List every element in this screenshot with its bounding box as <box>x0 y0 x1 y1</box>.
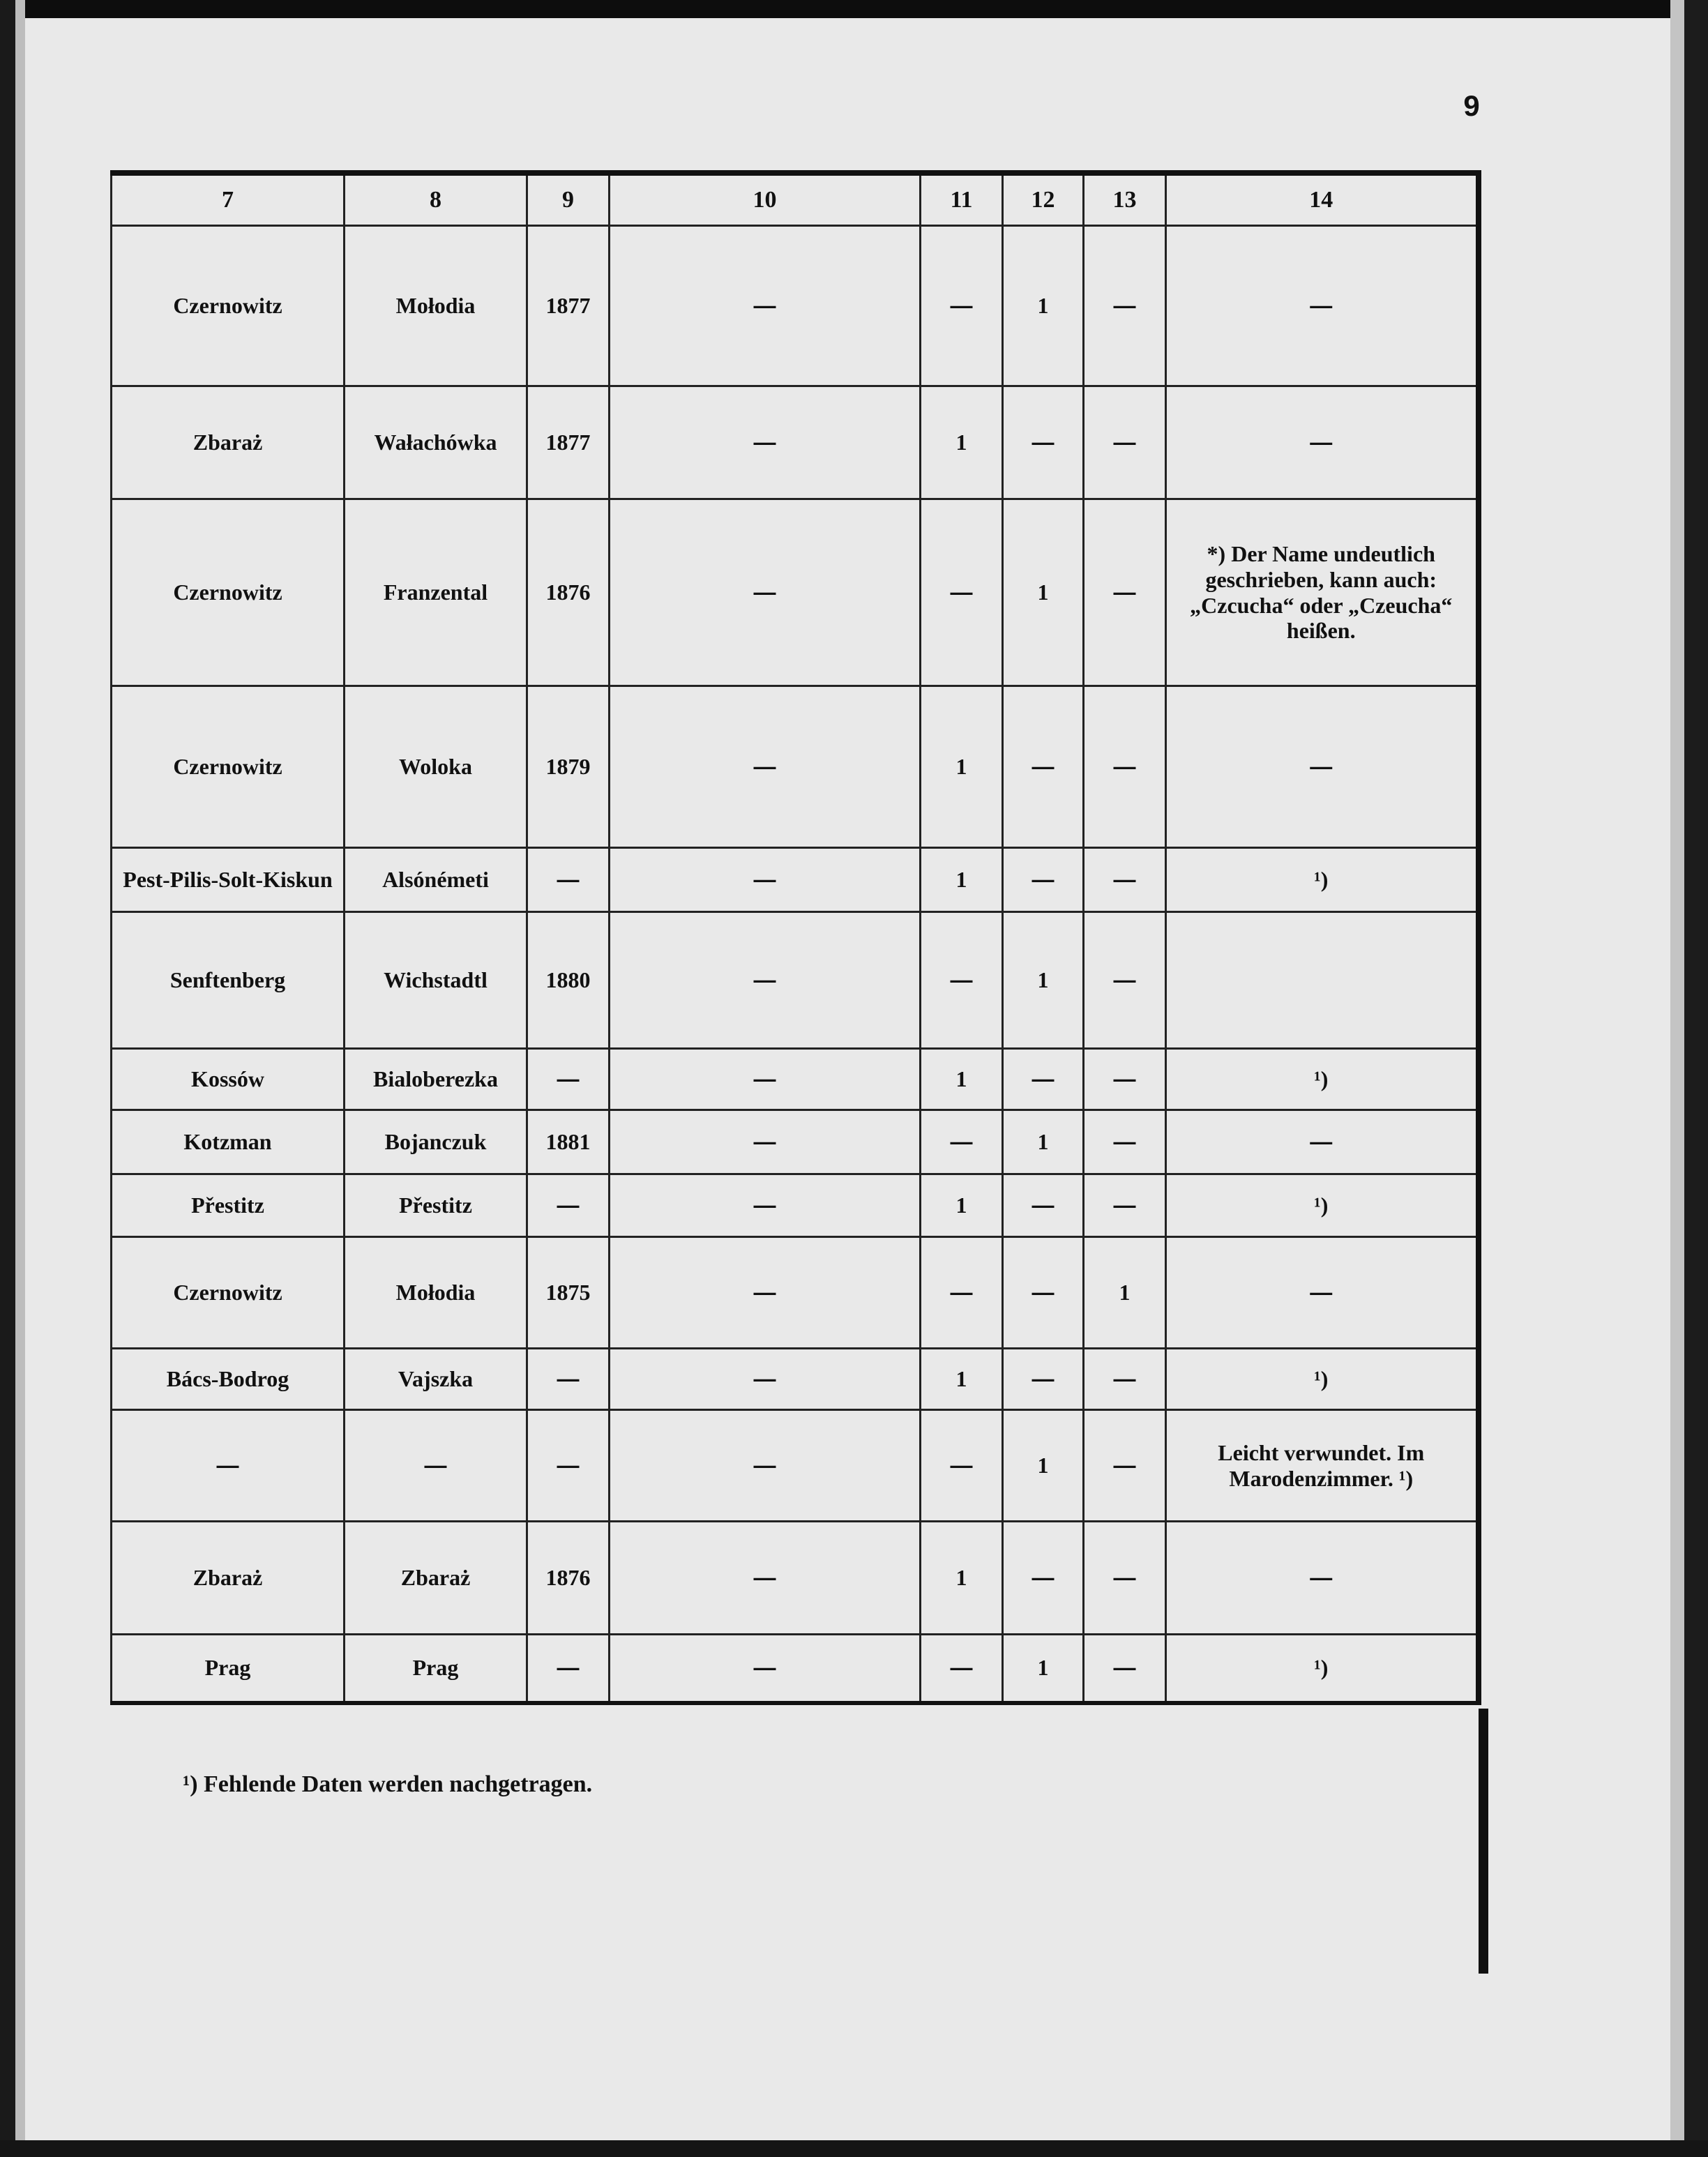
table-row <box>112 1522 1479 1635</box>
district-cell: Czernowitz <box>112 226 345 386</box>
note-cell: ¹) <box>1166 1174 1479 1237</box>
district-cell: Prag <box>112 1635 345 1703</box>
col10-cell: — <box>610 1110 921 1174</box>
place-cell: Wichstadtl <box>345 912 527 1049</box>
header-row <box>112 173 1479 226</box>
col11-cell: — <box>921 1110 1003 1174</box>
col13-cell: 1 <box>1084 1237 1166 1349</box>
col10-cell: — <box>610 1635 921 1703</box>
col13-cell: — <box>1084 499 1166 686</box>
scan-border-top <box>0 0 1708 18</box>
register-table <box>110 170 1481 1705</box>
note-cell: Leicht verwundet. Im Marodenzimmer. ¹) <box>1166 1410 1479 1522</box>
year-cell: — <box>527 1410 610 1522</box>
district-cell: Czernowitz <box>112 686 345 848</box>
note-cell: ¹) <box>1166 1349 1479 1410</box>
district-cell: Kotzman <box>112 1110 345 1174</box>
year-cell: — <box>527 1049 610 1110</box>
col12-cell: — <box>1003 1522 1084 1635</box>
col13-cell: — <box>1084 226 1166 386</box>
place-cell: Wałachówka <box>345 386 527 499</box>
column-header: 7 <box>112 173 345 226</box>
year-cell: 1877 <box>527 386 610 499</box>
col13-cell: — <box>1084 1349 1166 1410</box>
note-cell: *) Der Name undeutlich geschrieben, kann auch: „Czcucha“ oder „Czeucha“ heißen. <box>1166 499 1479 686</box>
col11-cell: — <box>921 1237 1003 1349</box>
table-row <box>112 386 1479 499</box>
year-cell: — <box>527 1349 610 1410</box>
year-cell: — <box>527 1635 610 1703</box>
note-cell: ¹) <box>1166 1635 1479 1703</box>
col11-cell: 1 <box>921 1049 1003 1110</box>
place-cell: Zbaraż <box>345 1522 527 1635</box>
col12-cell: 1 <box>1003 912 1084 1049</box>
scan-border-left <box>0 0 15 2157</box>
year-cell: 1877 <box>527 226 610 386</box>
register-table-wrapper <box>110 170 1477 1705</box>
place-cell: Bojanczuk <box>345 1110 527 1174</box>
column-header: 9 <box>527 173 610 226</box>
column-header: 8 <box>345 173 527 226</box>
table-row <box>112 1237 1479 1349</box>
column-header: 11 <box>921 173 1003 226</box>
scan-border-right-inner <box>1670 0 1684 2157</box>
col13-cell: — <box>1084 1110 1166 1174</box>
place-cell: Vajszka <box>345 1349 527 1410</box>
note-cell: — <box>1166 1110 1479 1174</box>
place-cell: Alsónémeti <box>345 848 527 912</box>
col12-cell: 1 <box>1003 1110 1084 1174</box>
col11-cell: 1 <box>921 686 1003 848</box>
col12-cell: — <box>1003 1349 1084 1410</box>
table-row <box>112 1410 1479 1522</box>
place-cell: Woloka <box>345 686 527 848</box>
table-row <box>112 1349 1479 1410</box>
col12-cell: — <box>1003 1237 1084 1349</box>
district-cell: Zbaraż <box>112 386 345 499</box>
district-cell: Přestitz <box>112 1174 345 1237</box>
table-row <box>112 912 1479 1049</box>
col10-cell: — <box>610 499 921 686</box>
year-cell: 1876 <box>527 1522 610 1635</box>
district-cell: Bács-Bodrog <box>112 1349 345 1410</box>
note-cell: — <box>1166 1237 1479 1349</box>
col13-cell: — <box>1084 386 1166 499</box>
col10-cell: — <box>610 686 921 848</box>
year-cell: 1881 <box>527 1110 610 1174</box>
place-cell: Přestitz <box>345 1174 527 1237</box>
col11-cell: — <box>921 499 1003 686</box>
year-cell: 1875 <box>527 1237 610 1349</box>
note-cell: ¹) <box>1166 1049 1479 1110</box>
place-cell: Mołodia <box>345 1237 527 1349</box>
note-cell: — <box>1166 226 1479 386</box>
district-cell: Czernowitz <box>112 1237 345 1349</box>
footnote: ¹) Fehlende Daten werden nachgetragen. <box>183 1771 593 1797</box>
col13-cell: — <box>1084 686 1166 848</box>
col12-cell: 1 <box>1003 1410 1084 1522</box>
place-cell: Bialoberezka <box>345 1049 527 1110</box>
note-cell <box>1166 912 1479 1049</box>
table-row <box>112 1110 1479 1174</box>
table-row <box>112 499 1479 686</box>
district-cell: Pest-Pilis-Solt-Kiskun <box>112 848 345 912</box>
col10-cell: — <box>610 1049 921 1110</box>
col10-cell: — <box>610 1410 921 1522</box>
col10-cell: — <box>610 1522 921 1635</box>
year-cell: 1876 <box>527 499 610 686</box>
col12-cell: — <box>1003 1049 1084 1110</box>
year-cell: 1880 <box>527 912 610 1049</box>
year-cell: — <box>527 848 610 912</box>
col11-cell: 1 <box>921 1349 1003 1410</box>
col13-cell: — <box>1084 1174 1166 1237</box>
col10-cell: — <box>610 1237 921 1349</box>
district-cell: — <box>112 1410 345 1522</box>
column-header: 14 <box>1166 173 1479 226</box>
year-cell: 1879 <box>527 686 610 848</box>
column-header: 12 <box>1003 173 1084 226</box>
place-cell: Mołodia <box>345 226 527 386</box>
table-row <box>112 848 1479 912</box>
col12-cell: — <box>1003 1174 1084 1237</box>
col12-cell: — <box>1003 686 1084 848</box>
col12-cell: 1 <box>1003 499 1084 686</box>
col13-cell: — <box>1084 1410 1166 1522</box>
note-cell: — <box>1166 386 1479 499</box>
page-number: 9 <box>1463 89 1480 122</box>
col10-cell: — <box>610 226 921 386</box>
col10-cell: — <box>610 848 921 912</box>
table-row <box>112 1635 1479 1703</box>
table-row <box>112 1049 1479 1110</box>
col13-cell: — <box>1084 848 1166 912</box>
col10-cell: — <box>610 912 921 1049</box>
col10-cell: — <box>610 386 921 499</box>
col11-cell: 1 <box>921 1522 1003 1635</box>
column-header: 10 <box>610 173 921 226</box>
vertical-rule <box>1479 1709 1488 1974</box>
note-cell: ¹) <box>1166 848 1479 912</box>
district-cell: Senftenberg <box>112 912 345 1049</box>
year-cell: — <box>527 1174 610 1237</box>
col13-cell: — <box>1084 1049 1166 1110</box>
col11-cell: 1 <box>921 1174 1003 1237</box>
col11-cell: — <box>921 1635 1003 1703</box>
scan-border-left-inner <box>15 0 25 2157</box>
col10-cell: — <box>610 1349 921 1410</box>
col12-cell: 1 <box>1003 1635 1084 1703</box>
col11-cell: 1 <box>921 848 1003 912</box>
col12-cell: 1 <box>1003 226 1084 386</box>
column-header: 13 <box>1084 173 1166 226</box>
col13-cell: — <box>1084 1522 1166 1635</box>
col11-cell: 1 <box>921 386 1003 499</box>
col11-cell: — <box>921 226 1003 386</box>
place-cell: Franzental <box>345 499 527 686</box>
col12-cell: — <box>1003 386 1084 499</box>
col12-cell: — <box>1003 848 1084 912</box>
table-row <box>112 226 1479 386</box>
scan-border-bottom <box>0 2140 1708 2157</box>
col13-cell: — <box>1084 912 1166 1049</box>
place-cell: — <box>345 1410 527 1522</box>
district-cell: Zbaraż <box>112 1522 345 1635</box>
col10-cell: — <box>610 1174 921 1237</box>
place-cell: Prag <box>345 1635 527 1703</box>
district-cell: Czernowitz <box>112 499 345 686</box>
col11-cell: — <box>921 912 1003 1049</box>
table-row <box>112 686 1479 848</box>
table-row <box>112 1174 1479 1237</box>
col13-cell: — <box>1084 1635 1166 1703</box>
scan-border-right <box>1684 0 1708 2157</box>
district-cell: Kossów <box>112 1049 345 1110</box>
note-cell: — <box>1166 686 1479 848</box>
note-cell: — <box>1166 1522 1479 1635</box>
col11-cell: — <box>921 1410 1003 1522</box>
